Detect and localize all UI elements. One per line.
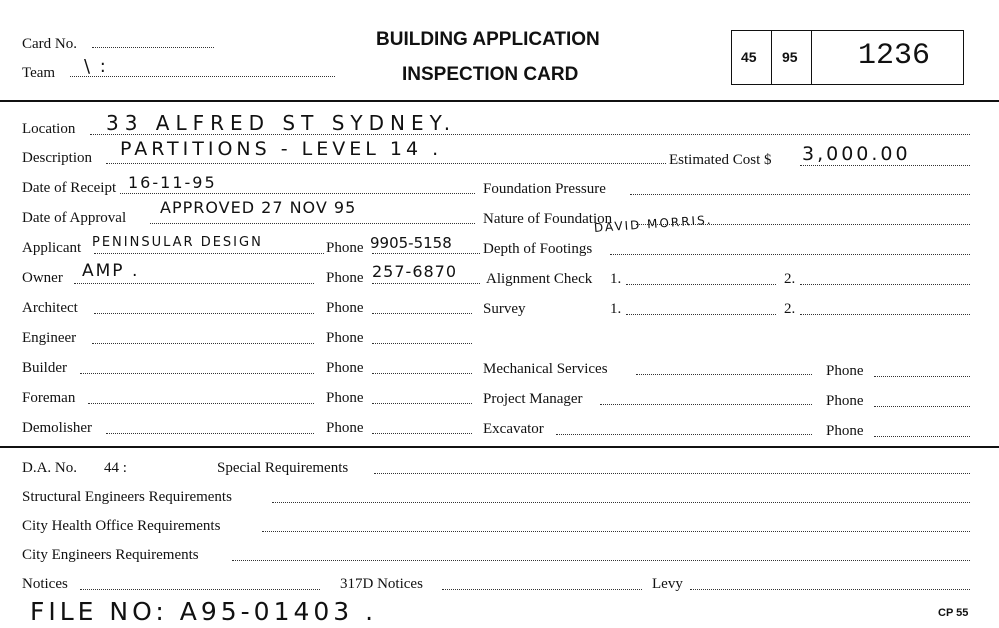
structural-requirements-line <box>272 502 970 503</box>
foundation-pressure-label: Foundation Pressure <box>483 181 606 197</box>
architect-phone-label: Phone <box>326 300 364 316</box>
owner-label: Owner <box>22 270 63 286</box>
excavator-phone-label: Phone <box>826 423 864 439</box>
survey-label: Survey <box>483 301 526 317</box>
file-number: FILE NO: A95-01403 . <box>30 597 378 626</box>
architect-label: Architect <box>22 300 78 316</box>
builder-line <box>80 373 314 374</box>
title-line-2: INSPECTION CARD <box>402 64 579 85</box>
date-receipt-label: Date of Receipt <box>22 180 117 196</box>
estimated-cost-label: Estimated Cost $ <box>669 152 772 168</box>
structural-requirements-label: Structural Engineers Requirements <box>22 489 232 505</box>
health-requirements-label: City Health Office Requirements <box>22 518 221 534</box>
foundation-pressure-line <box>630 194 970 195</box>
foreman-label: Foreman <box>22 390 76 406</box>
applicant-line <box>94 253 324 254</box>
project-manager-phone-label: Phone <box>826 393 864 409</box>
demolisher-line <box>106 433 314 434</box>
survey-2-line <box>800 314 970 315</box>
notices-317d-line <box>442 589 642 590</box>
alignment-check-1: 1. <box>610 271 622 287</box>
location-value: 33 ALFRED ST SYDNEY. <box>106 111 457 135</box>
depth-footings-label: Depth of Footings <box>483 241 593 257</box>
description-value: PARTITIONS - LEVEL 14 . <box>120 138 443 160</box>
survey-2: 2. <box>784 301 796 317</box>
demolisher-phone-line <box>372 433 472 434</box>
foreman-phone-line <box>372 403 472 404</box>
city-engineers-label: City Engineers Requirements <box>22 547 199 563</box>
special-requirements-line <box>374 473 970 474</box>
survey-1: 1. <box>610 301 622 317</box>
special-requirements-label: Special Requirements <box>217 460 349 476</box>
survey-1-line <box>626 314 776 315</box>
engineer-phone-line <box>372 343 472 344</box>
team-value: \ : <box>84 56 108 77</box>
excavator-label: Excavator <box>483 421 544 437</box>
owner-phone-line <box>372 283 480 284</box>
date-approval-line <box>150 223 475 224</box>
project-manager-label: Project Manager <box>483 391 583 407</box>
builder-label: Builder <box>22 360 67 376</box>
date-approval-value: APPROVED 27 NOV 95 <box>160 198 357 217</box>
alignment-check-2: 2. <box>784 271 796 287</box>
applicant-label: Applicant <box>22 240 82 256</box>
date-receipt-value: 16-11-95 <box>128 173 217 192</box>
excavator-line <box>556 434 812 435</box>
architect-line <box>94 313 314 314</box>
divider-top <box>0 100 999 102</box>
team-label: Team <box>22 65 56 81</box>
location-label: Location <box>22 121 76 137</box>
mechanical-services-line <box>636 374 812 375</box>
mechanical-phone-line <box>874 376 970 377</box>
applicant-value: PENINSULAR DESIGN <box>92 235 263 250</box>
depth-footings-line <box>610 254 970 255</box>
alignment-check-label: Alignment Check <box>486 271 593 287</box>
nature-foundation-label: Nature of Foundation <box>483 211 613 227</box>
box-divider-2 <box>811 30 812 85</box>
date-approval-label: Date of Approval <box>22 210 127 226</box>
project-manager-line <box>600 404 812 405</box>
card-no-line <box>92 47 214 48</box>
levy-label: Levy <box>652 576 683 592</box>
project-manager-phone-line <box>874 406 970 407</box>
notices-line <box>80 589 320 590</box>
alignment-check-2-line <box>800 284 970 285</box>
mechanical-phone-label: Phone <box>826 363 864 379</box>
mechanical-services-label: Mechanical Services <box>483 361 608 377</box>
title-line-1: BUILDING APPLICATION <box>376 29 600 50</box>
date-receipt-line <box>120 193 475 194</box>
foreman-line <box>88 403 314 404</box>
description-line <box>106 163 666 164</box>
applicant-phone-label: Phone <box>326 240 364 256</box>
demolisher-phone-label: Phone <box>326 420 364 436</box>
builder-phone-label: Phone <box>326 360 364 376</box>
owner-line <box>74 283 314 284</box>
notices-317d-label: 317D Notices <box>340 576 423 592</box>
box-code-b: 95 <box>782 49 798 65</box>
city-engineers-line <box>232 560 970 561</box>
owner-phone-value: 257-6870 <box>372 262 458 281</box>
card-no-label: Card No. <box>22 36 77 52</box>
builder-phone-line <box>372 373 472 374</box>
form-code: CP 55 <box>938 607 969 619</box>
applicant-phone-line <box>372 253 480 254</box>
engineer-line <box>92 343 314 344</box>
estimated-cost-value: 3,000.00 <box>802 143 911 165</box>
owner-value: AMP . <box>82 261 140 281</box>
applicant-phone-value: 9905-5158 <box>370 234 452 252</box>
da-no-value: 44 : <box>104 460 127 476</box>
estimated-cost-line <box>800 165 970 166</box>
card-number: 1236 <box>858 39 931 73</box>
team-line <box>70 76 335 77</box>
notices-label: Notices <box>22 576 68 592</box>
da-no-label: D.A. No. <box>22 460 77 476</box>
health-requirements-line <box>262 531 970 532</box>
box-code-a: 45 <box>741 49 757 65</box>
description-label: Description <box>22 150 92 166</box>
box-divider-1 <box>771 30 772 85</box>
foreman-phone-label: Phone <box>326 390 364 406</box>
levy-line <box>690 589 970 590</box>
engineer-phone-label: Phone <box>326 330 364 346</box>
demolisher-label: Demolisher <box>22 420 92 436</box>
architect-phone-line <box>372 313 472 314</box>
divider-middle <box>0 446 999 448</box>
nature-foundation-value: DAVID MORRIS. <box>593 212 713 235</box>
owner-phone-label: Phone <box>326 270 364 286</box>
alignment-check-1-line <box>626 284 776 285</box>
engineer-label: Engineer <box>22 330 77 346</box>
excavator-phone-line <box>874 436 970 437</box>
